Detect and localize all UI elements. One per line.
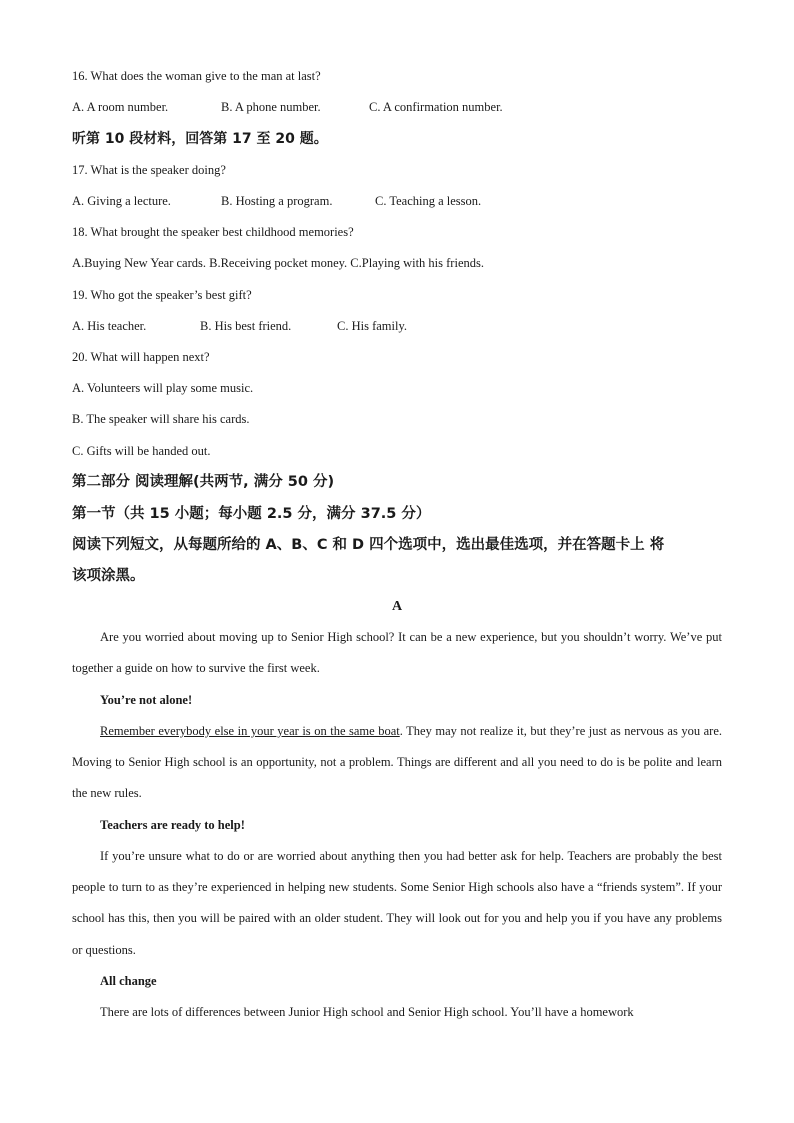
q17-option-c: C. Teaching a lesson. bbox=[375, 194, 482, 208]
paragraph-all-change: There are lots of differences between Junior High school and Senior High school. You’ll have a homework bbox=[100, 1005, 634, 1019]
question-16: 16. What does the woman give to the man at last? bbox=[72, 69, 321, 83]
q20-option-b: B. The speaker will share his cards. bbox=[72, 412, 250, 426]
q19-option-b: B. His best friend. bbox=[200, 319, 292, 333]
paragraph-not-alone bbox=[72, 716, 722, 810]
instruction-line-1: 阅读下列短文，从每题所给的 A、B、C 和 D 四个选项中，选出最佳选项，并在答题卡上 将 bbox=[72, 537, 665, 553]
part-two-title: 第二部分 阅读理解(共两节, 满分 50 分) bbox=[72, 474, 335, 490]
heading-not-alone: You’re not alone! bbox=[100, 693, 193, 707]
q20-option-c: C. Gifts will be handed out. bbox=[72, 444, 211, 458]
heading-all-change: All change bbox=[100, 974, 157, 988]
q18-options: A.Buying New Year cards. B.Receiving pocket money. C.Playing with his friends. bbox=[72, 256, 484, 270]
intro-paragraph: Are you worried about moving up to Senior High school? It can be a new experience, but you shouldn’t worry. We’ve put together a guide on how to survive the first week. bbox=[72, 630, 722, 676]
paragraph-not-alone-rest: . They may not realize it, but they’re just as nervous as you are. Moving to Senior High school is an opportunity, not a problem. Things are different and all you need to do is be polite and learn the new rules. bbox=[72, 724, 722, 801]
paragraph-teachers: If you’re unsure what to do or are worried about anything then you had better ask for help. Teachers are probably the best people to turn to as they’re experienced in helping new students. Some Senior High schools also have a “friends system”. If your school has this, then you will be paired with an older student. They will look out for you and help you if you have any problems or questions. bbox=[72, 849, 722, 957]
q17-option-b: B. Hosting a program. bbox=[221, 194, 333, 208]
section-10-instruction: 听第 10 段材料，回答第 17 至 20 题。 bbox=[72, 131, 328, 147]
q19-option-c: C. His family. bbox=[337, 319, 408, 333]
section-one-title: 第一节（共 15 小题；每小题 2.5 分，满分 37.5 分） bbox=[72, 506, 431, 522]
q16-option-c: C. A confirmation number. bbox=[369, 100, 503, 114]
question-20: 20. What will happen next? bbox=[72, 350, 210, 364]
q16-option-b: B. A phone number. bbox=[221, 100, 321, 114]
heading-teachers: Teachers are ready to help! bbox=[100, 818, 245, 832]
q17-option-a: A. Giving a lecture. bbox=[72, 194, 171, 208]
question-17: 17. What is the speaker doing? bbox=[72, 163, 226, 177]
passage-label: A bbox=[391, 599, 403, 614]
q20-option-a: A. Volunteers will play some music. bbox=[72, 381, 254, 395]
question-19: 19. Who got the speaker’s best gift? bbox=[72, 288, 252, 302]
question-18: 18. What brought the speaker best childhood memories? bbox=[72, 225, 354, 239]
underlined-sentence: Remember everybody else in your year is on the same boat bbox=[100, 724, 400, 738]
q19-option-a: A. His teacher. bbox=[72, 319, 147, 333]
instruction-line-2: 该项涂黑。 bbox=[72, 568, 145, 584]
q16-option-a: A. A room number. bbox=[72, 100, 169, 114]
